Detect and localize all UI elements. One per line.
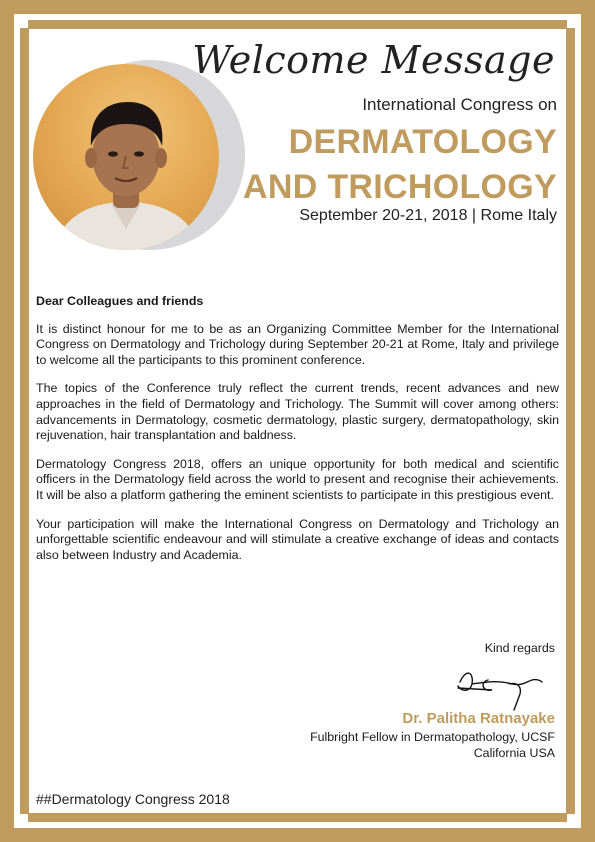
- signatory-title: Fulbright Fellow in Dermatopathology, UCSF: [310, 730, 555, 744]
- letter-paragraph: It is distinct honour for me to be as an Organizing Committee Member for the International Congress on Dermatology and Trichology during September 20-21 at Rome, Italy and privilege to welcome all the participants to this prominent conference.: [36, 321, 559, 367]
- letter-body: [36, 294, 559, 576]
- signatory-location: California USA: [473, 746, 555, 760]
- letter-greeting: Dear Colleagues and friends: [36, 294, 204, 308]
- portrait-illustration: [33, 64, 219, 250]
- signatory-name: Dr. Palitha Ratnayake: [402, 710, 555, 727]
- frame-corner: [14, 14, 28, 28]
- event-hashtag: ##Dermatology Congress 2018: [36, 791, 230, 807]
- speaker-photo-block: [33, 60, 253, 255]
- congress-title-line-2: AND TRICHOLOGY: [243, 168, 557, 206]
- closing-regards: Kind regards: [484, 641, 555, 655]
- congress-subtitle: International Congress on: [362, 95, 557, 114]
- letter-paragraph: Your participation will make the International Congress on Dermatology and Trichology an unforgettable scientific endeavour and will stimulate a creative exchange of ideas and contacts also between Industry and Academia.: [36, 516, 559, 562]
- letter-paragraph: Dermatology Congress 2018, offers an unique opportunity for both medical and scientific officers in the Dermatology field across the world to present and recognise their achievements. It will be also a platform gathering the eminent scientists to participate in this prestigious event.: [36, 456, 559, 502]
- speaker-photo: [33, 64, 219, 250]
- welcome-heading: Welcome Message: [192, 38, 555, 82]
- signature-mark: [452, 662, 547, 714]
- congress-title-line-1: DERMATOLOGY: [288, 123, 557, 161]
- letter-paragraph: The topics of the Conference truly reflect the current trends, recent advances and new approaches in the field of Dermatology and Trichology. The Summit will cover among others: advancements in Dermatology, cosmetic dermatology, plastic surgery, dermatopathology, skin rejuvenation, hair transplantation and baldness.: [36, 381, 559, 443]
- congress-dates: September 20-21, 2018 | Rome Italy: [299, 207, 557, 224]
- frame-corner: [14, 814, 28, 828]
- frame-corner: [567, 14, 581, 28]
- frame-corner: [567, 814, 581, 828]
